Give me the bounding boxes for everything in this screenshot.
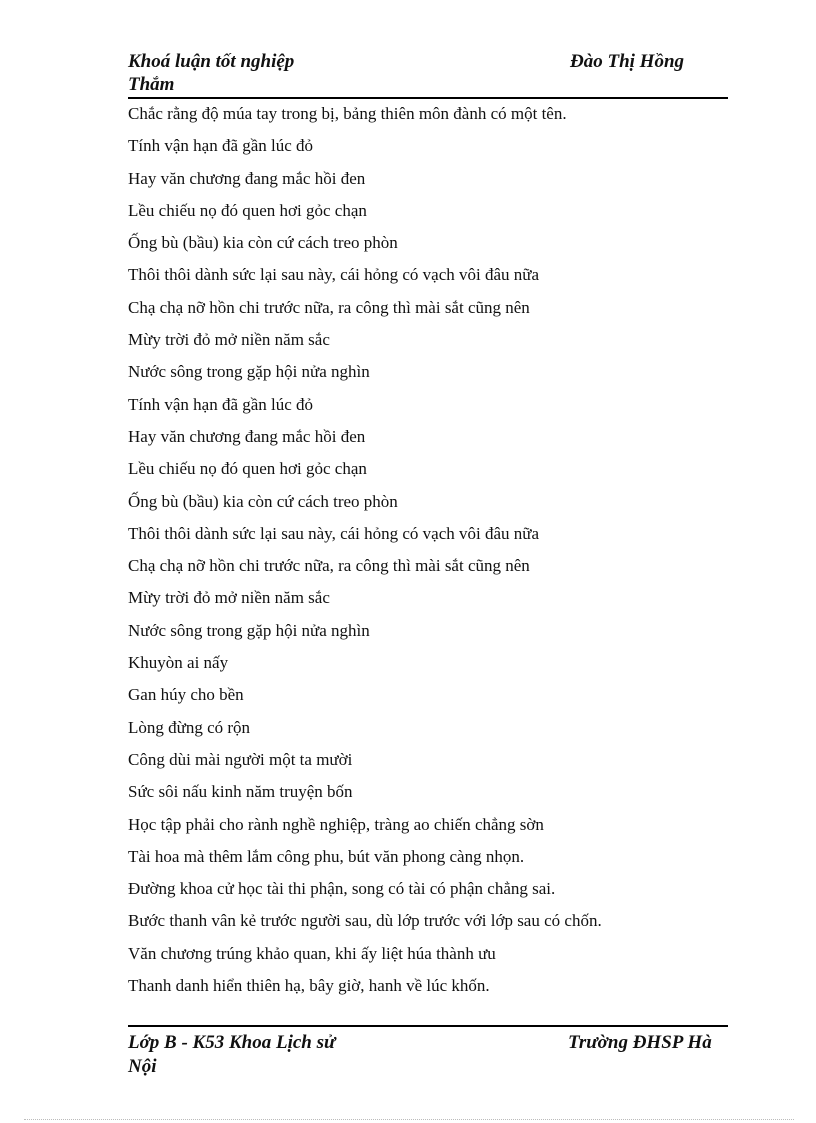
text-line: Chạ chạ nỡ hồn chi trước nữa, ra công thì mài sắt cũng nên <box>128 556 530 576</box>
text-line: Mừy trời đỏ mở niền năm sắc <box>128 330 330 350</box>
text-line: Nước sông trong gặp hội nửa nghìn <box>128 362 370 382</box>
text-line: Hay văn chương đang mắc hồi đen <box>128 168 366 188</box>
text-line: Công dùi mài người một ta mười <box>128 749 353 769</box>
text-line: Tài hoa mà thêm lắm công phu, bút văn phong càng nhọn. <box>128 846 525 866</box>
text-line: Mừy trời đỏ mở niền năm sắc <box>128 588 330 608</box>
text-line: Chắc rằng độ múa tay trong bị, bảng thiên môn đành có một tên. <box>128 104 567 123</box>
text-line: Tính vận hạn đã gần lúc đỏ <box>128 394 314 414</box>
poem-text <box>128 100 728 1004</box>
text-line: Thôi thôi dành sức lại sau này, cái hỏng có vạch vôi đâu nữa <box>128 523 540 543</box>
text-line: Bước thanh vân kẻ trước người sau, dù lớp trước với lớp sau có chốn. <box>128 911 602 931</box>
text-line: Ống bù (bầu) kia còn cứ cách treo phòn <box>128 491 398 511</box>
text-line: Thanh danh hiển thiên hạ, bây giờ, hanh về lúc khốn. <box>128 976 490 996</box>
text-line: Ống bù (bầu) kia còn cứ cách treo phòn <box>128 233 398 253</box>
text-line: Thôi thôi dành sức lại sau này, cái hỏng có vạch vôi đâu nữa <box>128 265 540 285</box>
text-line: Lều chiếu nọ đó quen hơi gỏc chạn <box>128 459 367 479</box>
page-header <box>128 50 728 99</box>
page-edge-divider <box>24 1119 794 1120</box>
text-line: Sức sôi nấu kinh năm truyện bốn <box>128 782 353 802</box>
text-line: Khuyòn ai nấy <box>128 653 229 673</box>
text-line: Học tập phải cho rành nghề nghiệp, tràng ao chiến chẳng sờn <box>128 814 544 834</box>
text-line: Tính vận hạn đã gần lúc đỏ <box>128 136 314 156</box>
text-line: Hay văn chương đang mắc hồi đen <box>128 426 366 446</box>
header-author: Đào Thị Hồng <box>570 51 685 72</box>
footer-class-info: Lớp B - K53 Khoa Lịch sử <box>128 1032 336 1053</box>
text-line: Văn chương trúng khảo quan, khi ấy liệt húa thành ưu <box>128 943 496 963</box>
header-thesis-title: Khoá luận tốt nghiệp <box>128 51 295 72</box>
text-line: Nước sông trong gặp hội nửa nghìn <box>128 620 370 640</box>
text-line: Lòng đừng có rộn <box>128 717 251 737</box>
footer-university: Trường ĐHSP Hà <box>568 1032 712 1053</box>
footer-university-continuation: Nội <box>128 1056 157 1077</box>
text-line: Lều chiếu nọ đó quen hơi gỏc chạn <box>128 200 367 220</box>
text-line: Gan húy cho bền <box>128 685 244 705</box>
page-footer <box>128 1025 728 1083</box>
text-line: Chạ chạ nỡ hồn chi trước nữa, ra công thì mài sắt cũng nên <box>128 297 530 317</box>
text-line: Đường khoa cử học tài thi phận, song có tài có phận chẳng sai. <box>128 879 556 899</box>
header-author-continuation: Thắm <box>128 74 175 95</box>
